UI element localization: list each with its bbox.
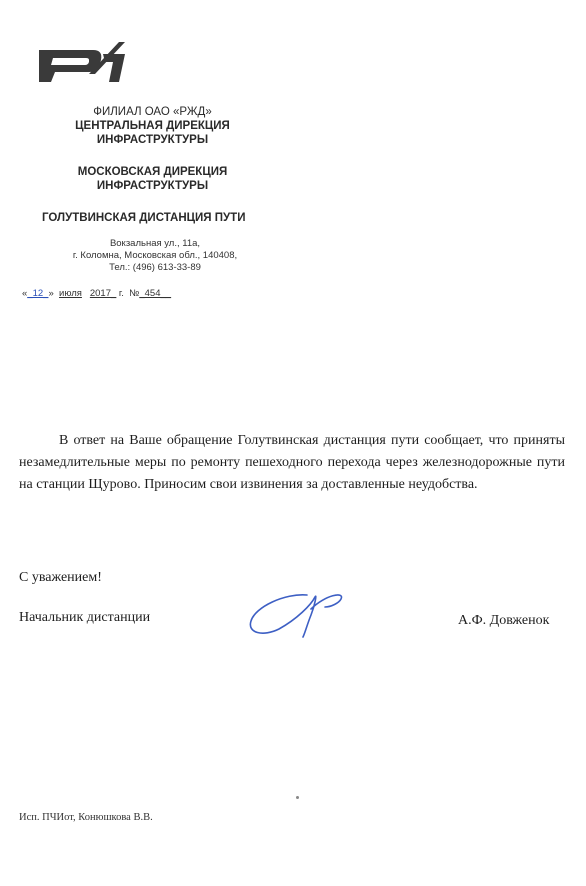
address-city: г. Коломна, Московская обл., 140408, — [72, 250, 238, 261]
date-close-quote: » — [48, 288, 54, 299]
header-track-distance: ГОЛУТВИНСКАЯ ДИСТАНЦИЯ ПУТИ — [42, 212, 246, 224]
executor-note: Исп. ПЧИот, Конюшкова В.В. — [19, 812, 153, 823]
scan-speck — [296, 796, 299, 799]
number-label: № — [129, 288, 140, 299]
header-infrastructure-1: ИНФРАСТРУКТУРЫ — [96, 134, 209, 146]
date-open-quote: « — [22, 288, 28, 299]
closing-regards: С уважением! — [19, 570, 102, 585]
signer-name: А.Ф. Довженок — [458, 613, 550, 628]
header-branch: ФИЛИАЛ ОАО «РЖД» — [93, 106, 212, 118]
date-number-line — [22, 288, 171, 299]
letter-body — [19, 430, 565, 496]
handwritten-signature — [245, 585, 355, 645]
header-moscow-directorate: МОСКОВСКАЯ ДИРЕКЦИЯ — [77, 166, 228, 178]
address-phone: Тел.: (496) 613-33-89 — [109, 262, 201, 273]
date-year-suffix: г. — [118, 288, 124, 299]
address-street: Вокзальная ул., 11а, — [109, 238, 201, 249]
date-day: _12_ — [27, 288, 49, 299]
date-year: 2017_ — [89, 288, 117, 299]
header-central-directorate: ЦЕНТРАЛЬНАЯ ДИРЕКЦИЯ — [75, 120, 230, 132]
header-infrastructure-2: ИНФРАСТРУКТУРЫ — [96, 180, 209, 192]
date-month: июля — [59, 288, 82, 299]
rzd-logo — [33, 40, 125, 84]
letter-number: _454__ — [139, 288, 172, 299]
body-paragraph: В ответ на Ваше обращение Голутвинская дистанция пути сообщает, что приняты незамедлительные меры по ремонту пешеходного перехода через железнодорожные пути на станции Щурово. Приносим свои извинения за доставленные неудобства. — [19, 433, 565, 492]
signer-position: Начальник дистанции — [19, 610, 151, 625]
